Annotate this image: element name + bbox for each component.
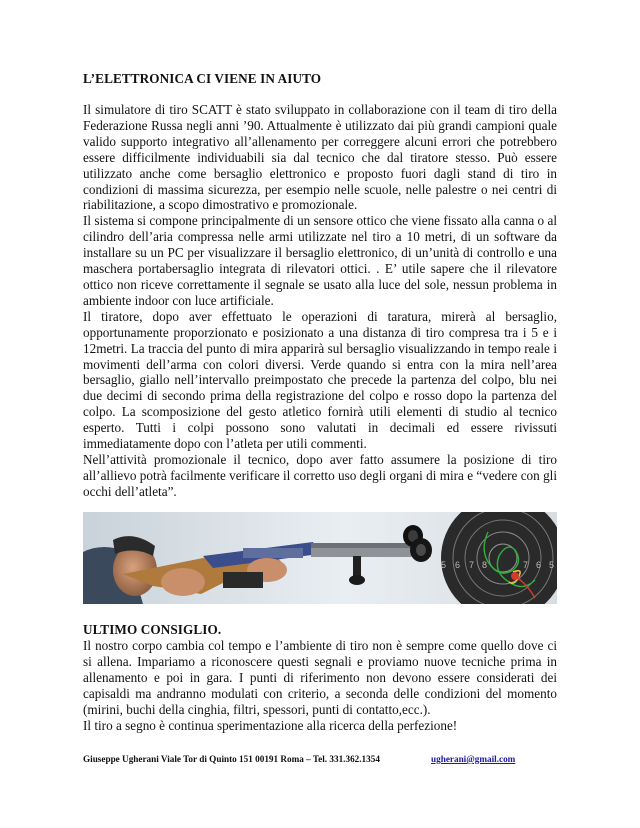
- paragraph: Il sistema si compone principalmente di un sensore ottico che viene fissato alla canna o al cilindro dell’aria compressa nelle armi utilizzate nel tiro a 10 metri, di un software da installare su un PC per visualizzare il bersaglio elettronico, di un’unità di controllo e una maschera portabersaglio integrata di rilevatori ottici. . E’ utile sapere che il rilevatore ottico non riceve correttamente il segnale se usato alla luce del sole, nessun problema in ambiente indoor con luce artificiale.: [83, 213, 557, 308]
- section-body-last-advice: [83, 638, 557, 733]
- target-ring-number: 7: [469, 560, 475, 570]
- target-ring-number: 6: [536, 560, 542, 570]
- email-link[interactable]: ugherani@gmail.com: [431, 754, 516, 764]
- paragraph: Il nostro corpo cambia col tempo e l’ambiente di tiro non è sempre come quello dove ci si allena. Impariamo a riconoscere questi segnali e proviamo nuove tecniche prima in allenamento e poi in gara. I punti di riferimento non devono essere considerati dei capisaldi ma andranno modulati con criterio, a seconda delle condizioni del momento (mirini, buchi della cinghia, filtri, spessori, punti di contatto,ecc.).: [83, 638, 557, 717]
- target-ring-number: 5: [441, 560, 447, 570]
- paragraph: Il simulatore di tiro SCATT è stato sviluppato in collaborazione con il team di tiro della Federazione Russa negli anni ’90. Attualmente è utilizzato dai più grandi campioni quale valido supporto integrativo all’allenamento per correggere alcuni errori che potrebbero essere difficilmente individuabili sia dal tecnico che dal tiratore stesso. Può essere utilizzato anche come bersaglio elettronico e proposto fuori dagli stand di tiro in condizioni di massima sicurezza, per esempio nelle scuole, nelle palestre o nei centri di riabilitazione, a scopo dimostrativo e promozionale.: [83, 102, 557, 213]
- scatt-rifle-photo: [83, 512, 557, 604]
- footer: [83, 754, 557, 764]
- rifle-barrel: [311, 543, 421, 548]
- target-ring-number: 5: [549, 560, 555, 570]
- paragraph: Il tiro a segno è continua sperimentazione alla ricerca della perfezione!: [83, 717, 458, 733]
- photo-illustration: [83, 512, 557, 604]
- section-title-last-advice: ULTIMO CONSIGLIO.: [83, 622, 222, 637]
- section-title-electronics: L’ELETTRONICA CI VIENE IN AIUTO: [83, 71, 322, 86]
- paragraph: Il tiratore, dopo aver effettuato le operazioni di taratura, mirerà al bersaglio, opportunamente proporzionato e posizionato a una distanza di tiro compresa tra i 5 e i 12metri. La traccia del punto di mira apparirà sul bersaglio visualizzando in tempo reale i movimenti dell’arma con colori diversi. Verde quando si entra con la mira nell’area bersaglio, giallo nell’intervallo preimpostato che precede la partenza del colpo, blu nei due decimi di secondo prima della registrazione del colpo e rosso dopo la partenza del colpo. La scomposizione del gesto atletico fornirà utili elementi di studio al tecnico esperto. Tutti i colpi possono sono valutati in decimali ed essere rivissuti immediatamente dopo con l’atleta per utili commenti.: [83, 308, 557, 452]
- footer-address: Giuseppe Ugherani Viale Tor di Quinto 151 00191 Roma – Tel. 331.362.1354: [83, 754, 380, 764]
- target-ring-number: 6: [455, 560, 461, 570]
- section-body-electronics: [83, 102, 557, 500]
- target-ring-number: 7: [523, 560, 529, 570]
- electronic-target: [441, 512, 557, 604]
- target-ring-number: 8: [482, 560, 488, 570]
- paragraph: Nell’attività promozionale il tecnico, dopo aver fatto assumere la posizione di tiro all’allievo potrà facilmente verificare il corretto uso degli organi di mira e “vedere con gli occhi dell’atleta”.: [83, 451, 557, 499]
